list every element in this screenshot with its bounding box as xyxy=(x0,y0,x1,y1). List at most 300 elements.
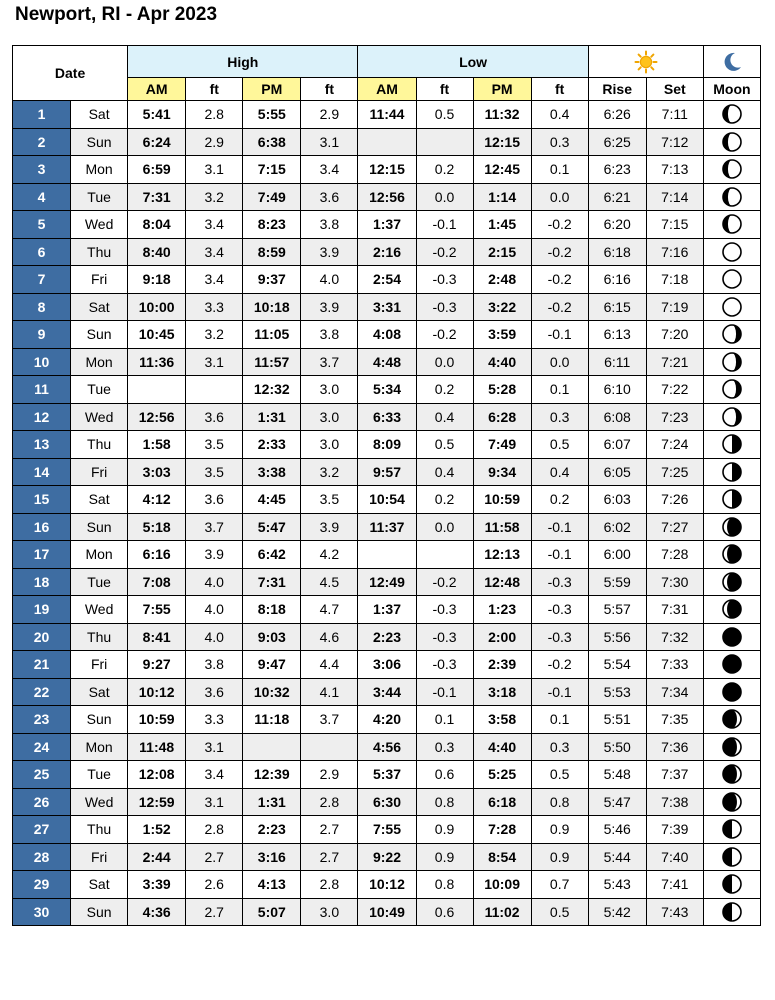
low-pm-time: 1:14 xyxy=(473,183,531,211)
sunset-time: 7:21 xyxy=(646,348,703,376)
sunset-time: 7:19 xyxy=(646,293,703,321)
high-pm-height: 3.0 xyxy=(301,431,358,459)
high-am-height: 2.6 xyxy=(186,871,243,899)
sunrise-time: 6:16 xyxy=(588,266,646,294)
sunset-time: 7:37 xyxy=(646,761,703,789)
moon-phase-cell xyxy=(703,733,760,761)
waning-gibbous-moon-icon xyxy=(722,379,742,399)
waxing-crescent-moon-icon xyxy=(722,764,742,784)
waning-crescent-moon-icon xyxy=(722,599,742,619)
high-am-time: 7:55 xyxy=(128,596,186,624)
day-number: 3 xyxy=(13,156,71,184)
low-pm-time: 9:34 xyxy=(473,458,531,486)
sun-header xyxy=(588,46,703,78)
day-of-week: Thu xyxy=(71,623,128,651)
low-pm-height: 0.5 xyxy=(531,761,588,789)
waxing-crescent-moon-icon xyxy=(722,709,742,729)
low-pm-time: 3:58 xyxy=(473,706,531,734)
high-pm-time: 12:39 xyxy=(243,761,301,789)
low-pm-time: 5:28 xyxy=(473,376,531,404)
sunset-time: 7:20 xyxy=(646,321,703,349)
day-of-week: Sat xyxy=(71,293,128,321)
low-am-time: 3:31 xyxy=(358,293,416,321)
low-pm-time: 12:45 xyxy=(473,156,531,184)
low-am-time: 10:54 xyxy=(358,486,416,514)
day-of-week: Sat xyxy=(71,678,128,706)
low-pm-height: -0.1 xyxy=(531,678,588,706)
high-am-height: 3.2 xyxy=(186,183,243,211)
high-am-height: 3.5 xyxy=(186,431,243,459)
moon-phase-cell xyxy=(703,513,760,541)
low-pm-height: -0.1 xyxy=(531,513,588,541)
low-am-time: 5:37 xyxy=(358,761,416,789)
low-am-time: 2:16 xyxy=(358,238,416,266)
low-pm-time: 2:48 xyxy=(473,266,531,294)
low-pm-height: 0.9 xyxy=(531,843,588,871)
high-pm-height: 4.2 xyxy=(301,541,358,569)
low-pm-time: 2:15 xyxy=(473,238,531,266)
high-am-time: 2:44 xyxy=(128,843,186,871)
low-pm-height: 0.1 xyxy=(531,156,588,184)
moon-phase-cell xyxy=(703,266,760,294)
low-am-height: -0.3 xyxy=(416,651,473,679)
low-am-time: 12:15 xyxy=(358,156,416,184)
day-number: 7 xyxy=(13,266,71,294)
waning-gibbous-moon-icon xyxy=(722,324,742,344)
high-am-height: 4.0 xyxy=(186,568,243,596)
sunset-time: 7:36 xyxy=(646,733,703,761)
high-am-time: 5:18 xyxy=(128,513,186,541)
sunset-time: 7:35 xyxy=(646,706,703,734)
low-am-height xyxy=(416,128,473,156)
high-am-time: 7:31 xyxy=(128,183,186,211)
moon-phase-cell xyxy=(703,678,760,706)
waxing-gibbous-moon-icon xyxy=(722,104,742,124)
moon-phase-cell xyxy=(703,211,760,239)
high-pm-height: 3.0 xyxy=(301,403,358,431)
moon-phase-cell xyxy=(703,568,760,596)
table-row xyxy=(13,156,761,184)
low-am-time: 7:55 xyxy=(358,816,416,844)
sunset-time: 7:39 xyxy=(646,816,703,844)
last-quarter-moon-icon xyxy=(722,434,742,454)
day-of-week: Sat xyxy=(71,486,128,514)
high-am-header: AM xyxy=(128,78,186,101)
low-am-height: 0.4 xyxy=(416,403,473,431)
full-moon-icon xyxy=(722,297,742,317)
low-pm-height: 0.3 xyxy=(531,403,588,431)
sunset-time: 7:28 xyxy=(646,541,703,569)
low-pm-height: 0.1 xyxy=(531,376,588,404)
high-am-height: 3.2 xyxy=(186,321,243,349)
new-moon-icon xyxy=(722,627,742,647)
low-pm-height: 0.7 xyxy=(531,871,588,899)
day-number: 15 xyxy=(13,486,71,514)
day-number: 11 xyxy=(13,376,71,404)
low-am-height: -0.2 xyxy=(416,238,473,266)
day-number: 23 xyxy=(13,706,71,734)
day-of-week: Sun xyxy=(71,898,128,926)
high-am-time: 12:56 xyxy=(128,403,186,431)
moon-phase-cell xyxy=(703,238,760,266)
waxing-crescent-moon-icon xyxy=(722,737,742,757)
day-number: 19 xyxy=(13,596,71,624)
high-pm-time: 5:47 xyxy=(243,513,301,541)
high-am-time: 11:36 xyxy=(128,348,186,376)
high-am-height: 3.4 xyxy=(186,266,243,294)
header-row-groups xyxy=(13,46,761,78)
table-row xyxy=(13,541,761,569)
low-am-height: 0.8 xyxy=(416,871,473,899)
low-pm-time: 7:28 xyxy=(473,816,531,844)
sunrise-time: 5:43 xyxy=(588,871,646,899)
low-pm-height: 0.9 xyxy=(531,816,588,844)
moon-phase-cell xyxy=(703,183,760,211)
moon-phase-cell xyxy=(703,623,760,651)
low-pm-time: 3:22 xyxy=(473,293,531,321)
high-pm-time: 1:31 xyxy=(243,788,301,816)
high-am-height: 2.8 xyxy=(186,816,243,844)
high-pm-time: 3:16 xyxy=(243,843,301,871)
low-pm-time: 8:54 xyxy=(473,843,531,871)
low-am-time: 11:37 xyxy=(358,513,416,541)
low-pm-height: 0.0 xyxy=(531,348,588,376)
low-am-height: 0.8 xyxy=(416,788,473,816)
high-am-time: 9:27 xyxy=(128,651,186,679)
low-pm-header: PM xyxy=(473,78,531,101)
day-number: 25 xyxy=(13,761,71,789)
moon-phase-cell xyxy=(703,898,760,926)
sunset-time: 7:24 xyxy=(646,431,703,459)
day-number: 13 xyxy=(13,431,71,459)
high-am-time: 3:39 xyxy=(128,871,186,899)
low-am-height: 0.4 xyxy=(416,458,473,486)
day-number: 30 xyxy=(13,898,71,926)
sunrise-time: 6:23 xyxy=(588,156,646,184)
high-am-height: 3.6 xyxy=(186,403,243,431)
low-pm-height: 0.3 xyxy=(531,733,588,761)
low-pm-time: 2:00 xyxy=(473,623,531,651)
new-moon-icon xyxy=(722,654,742,674)
low-am-time xyxy=(358,541,416,569)
low-pm-time: 11:02 xyxy=(473,898,531,926)
high-am-ft-header: ft xyxy=(186,78,243,101)
high-am-time: 5:41 xyxy=(128,101,186,129)
high-pm-height: 2.7 xyxy=(301,816,358,844)
high-pm-time: 2:23 xyxy=(243,816,301,844)
high-pm-height: 3.1 xyxy=(301,128,358,156)
high-pm-height: 4.0 xyxy=(301,266,358,294)
high-pm-height: 2.9 xyxy=(301,101,358,129)
low-am-height: 0.2 xyxy=(416,486,473,514)
table-row xyxy=(13,871,761,899)
high-pm-time: 5:55 xyxy=(243,101,301,129)
day-number: 28 xyxy=(13,843,71,871)
sunset-time: 7:40 xyxy=(646,843,703,871)
moon-phase-cell xyxy=(703,541,760,569)
high-pm-time xyxy=(243,733,301,761)
day-of-week: Sat xyxy=(71,871,128,899)
high-pm-time: 9:47 xyxy=(243,651,301,679)
tide-table-body xyxy=(13,101,761,926)
low-am-height: 0.5 xyxy=(416,431,473,459)
sunset-time: 7:38 xyxy=(646,788,703,816)
low-am-height: 0.2 xyxy=(416,376,473,404)
table-row xyxy=(13,403,761,431)
day-of-week: Sun xyxy=(71,513,128,541)
low-pm-time: 11:58 xyxy=(473,513,531,541)
high-pm-time: 11:57 xyxy=(243,348,301,376)
table-row xyxy=(13,238,761,266)
low-am-time: 11:44 xyxy=(358,101,416,129)
day-number: 27 xyxy=(13,816,71,844)
high-pm-time: 1:31 xyxy=(243,403,301,431)
day-of-week: Wed xyxy=(71,596,128,624)
high-am-height: 3.3 xyxy=(186,293,243,321)
low-pm-time: 4:40 xyxy=(473,733,531,761)
table-row xyxy=(13,788,761,816)
low-pm-height: -0.3 xyxy=(531,568,588,596)
day-number: 18 xyxy=(13,568,71,596)
table-row xyxy=(13,128,761,156)
low-am-time xyxy=(358,128,416,156)
moon-header: Moon xyxy=(703,78,760,101)
table-row xyxy=(13,293,761,321)
high-am-time: 8:40 xyxy=(128,238,186,266)
high-am-time: 10:00 xyxy=(128,293,186,321)
day-number: 10 xyxy=(13,348,71,376)
high-am-height: 3.3 xyxy=(186,706,243,734)
moon-phase-cell xyxy=(703,651,760,679)
sunrise-time: 6:05 xyxy=(588,458,646,486)
day-number: 12 xyxy=(13,403,71,431)
low-pm-height: -0.2 xyxy=(531,293,588,321)
table-row xyxy=(13,733,761,761)
tide-table xyxy=(12,45,761,926)
low-am-height: -0.2 xyxy=(416,568,473,596)
high-pm-height: 3.8 xyxy=(301,321,358,349)
sunrise-header: Rise xyxy=(588,78,646,101)
waning-crescent-moon-icon xyxy=(722,572,742,592)
sunrise-time: 5:57 xyxy=(588,596,646,624)
high-pm-time: 8:59 xyxy=(243,238,301,266)
low-am-header: AM xyxy=(358,78,416,101)
low-pm-time: 1:23 xyxy=(473,596,531,624)
low-am-time: 4:20 xyxy=(358,706,416,734)
high-am-height: 3.5 xyxy=(186,458,243,486)
low-pm-height: -0.3 xyxy=(531,596,588,624)
high-am-time: 3:03 xyxy=(128,458,186,486)
high-am-height: 3.1 xyxy=(186,788,243,816)
high-pm-ft-header: ft xyxy=(301,78,358,101)
day-of-week: Tue xyxy=(71,376,128,404)
table-row xyxy=(13,376,761,404)
low-pm-height: 0.1 xyxy=(531,706,588,734)
low-pm-height: 0.5 xyxy=(531,898,588,926)
moon-phase-cell xyxy=(703,486,760,514)
sunset-time: 7:43 xyxy=(646,898,703,926)
last-quarter-moon-icon xyxy=(722,489,742,509)
sunrise-time: 6:25 xyxy=(588,128,646,156)
day-of-week: Sun xyxy=(71,321,128,349)
low-am-time: 2:23 xyxy=(358,623,416,651)
sunset-time: 7:34 xyxy=(646,678,703,706)
day-of-week: Mon xyxy=(71,156,128,184)
high-pm-height: 4.7 xyxy=(301,596,358,624)
waning-gibbous-moon-icon xyxy=(722,407,742,427)
high-pm-height: 3.0 xyxy=(301,898,358,926)
high-pm-height: 3.9 xyxy=(301,293,358,321)
day-of-week: Wed xyxy=(71,403,128,431)
high-pm-height: 3.6 xyxy=(301,183,358,211)
low-am-time: 9:57 xyxy=(358,458,416,486)
high-am-height: 3.7 xyxy=(186,513,243,541)
sunrise-time: 6:18 xyxy=(588,238,646,266)
low-am-height: 0.6 xyxy=(416,898,473,926)
moon-phase-cell xyxy=(703,816,760,844)
high-am-height: 3.9 xyxy=(186,541,243,569)
high-pm-time: 7:49 xyxy=(243,183,301,211)
moon-phase-cell xyxy=(703,761,760,789)
low-am-height: 0.1 xyxy=(416,706,473,734)
high-am-height: 2.8 xyxy=(186,101,243,129)
day-of-week: Fri xyxy=(71,458,128,486)
low-am-time: 1:37 xyxy=(358,596,416,624)
high-am-height: 3.4 xyxy=(186,761,243,789)
high-am-time: 9:18 xyxy=(128,266,186,294)
sunset-time: 7:41 xyxy=(646,871,703,899)
table-row xyxy=(13,513,761,541)
high-am-time: 4:12 xyxy=(128,486,186,514)
low-pm-height: -0.2 xyxy=(531,651,588,679)
low-am-height: 0.2 xyxy=(416,156,473,184)
waxing-gibbous-moon-icon xyxy=(722,214,742,234)
low-am-time: 6:30 xyxy=(358,788,416,816)
first-quarter-moon-icon xyxy=(722,874,742,894)
high-pm-time: 4:13 xyxy=(243,871,301,899)
table-row xyxy=(13,486,761,514)
moon-phase-cell xyxy=(703,871,760,899)
waxing-gibbous-moon-icon xyxy=(722,159,742,179)
table-row xyxy=(13,348,761,376)
high-am-height: 4.0 xyxy=(186,623,243,651)
sunset-time: 7:30 xyxy=(646,568,703,596)
moon-phase-cell xyxy=(703,348,760,376)
high-pm-height: 3.7 xyxy=(301,348,358,376)
high-am-time: 7:08 xyxy=(128,568,186,596)
sunset-time: 7:18 xyxy=(646,266,703,294)
low-am-height: -0.3 xyxy=(416,293,473,321)
low-pm-time: 12:13 xyxy=(473,541,531,569)
high-am-time: 8:41 xyxy=(128,623,186,651)
low-am-time: 10:12 xyxy=(358,871,416,899)
low-am-height: -0.3 xyxy=(416,266,473,294)
high-pm-height: 4.5 xyxy=(301,568,358,596)
high-am-time: 10:59 xyxy=(128,706,186,734)
moon-header-icon-cell xyxy=(703,46,760,78)
day-number: 16 xyxy=(13,513,71,541)
waxing-gibbous-moon-icon xyxy=(722,187,742,207)
moon-phase-cell xyxy=(703,293,760,321)
low-am-height: -0.3 xyxy=(416,623,473,651)
table-row xyxy=(13,898,761,926)
sunrise-time: 5:46 xyxy=(588,816,646,844)
table-row xyxy=(13,706,761,734)
low-am-time: 3:44 xyxy=(358,678,416,706)
high-am-height: 2.7 xyxy=(186,843,243,871)
low-pm-height: -0.1 xyxy=(531,541,588,569)
low-pm-height: -0.1 xyxy=(531,321,588,349)
moon-phase-cell xyxy=(703,706,760,734)
low-am-height: 0.0 xyxy=(416,183,473,211)
day-of-week: Thu xyxy=(71,431,128,459)
sunrise-time: 6:10 xyxy=(588,376,646,404)
table-row xyxy=(13,211,761,239)
low-am-time: 5:34 xyxy=(358,376,416,404)
high-pm-time: 8:18 xyxy=(243,596,301,624)
day-number: 17 xyxy=(13,541,71,569)
low-am-height: -0.1 xyxy=(416,678,473,706)
low-pm-height: -0.2 xyxy=(531,266,588,294)
day-of-week: Sun xyxy=(71,706,128,734)
low-am-height: -0.1 xyxy=(416,211,473,239)
low-pm-time: 5:25 xyxy=(473,761,531,789)
high-pm-header: PM xyxy=(243,78,301,101)
sunrise-time: 6:15 xyxy=(588,293,646,321)
page-title: Newport, RI - Apr 2023 xyxy=(15,4,218,25)
low-pm-time: 6:18 xyxy=(473,788,531,816)
low-pm-time: 10:09 xyxy=(473,871,531,899)
low-am-height: 0.0 xyxy=(416,513,473,541)
waning-crescent-moon-icon xyxy=(722,544,742,564)
table-row xyxy=(13,761,761,789)
day-number: 29 xyxy=(13,871,71,899)
waning-gibbous-moon-icon xyxy=(722,352,742,372)
low-am-time: 4:56 xyxy=(358,733,416,761)
sunset-time: 7:11 xyxy=(646,101,703,129)
low-am-height: 0.9 xyxy=(416,816,473,844)
table-row xyxy=(13,651,761,679)
low-am-time: 6:33 xyxy=(358,403,416,431)
table-row xyxy=(13,568,761,596)
table-row xyxy=(13,816,761,844)
sunrise-time: 6:26 xyxy=(588,101,646,129)
low-am-time: 4:08 xyxy=(358,321,416,349)
table-row xyxy=(13,678,761,706)
high-am-height: 2.7 xyxy=(186,898,243,926)
low-pm-time: 3:59 xyxy=(473,321,531,349)
waxing-gibbous-moon-icon xyxy=(722,132,742,152)
high-am-time: 4:36 xyxy=(128,898,186,926)
sunset-time: 7:16 xyxy=(646,238,703,266)
low-pm-height: 0.3 xyxy=(531,128,588,156)
sunset-time: 7:14 xyxy=(646,183,703,211)
high-am-height xyxy=(186,376,243,404)
low-pm-time: 6:28 xyxy=(473,403,531,431)
low-pm-height: 0.5 xyxy=(531,431,588,459)
high-pm-time: 10:18 xyxy=(243,293,301,321)
waxing-crescent-moon-icon xyxy=(722,792,742,812)
high-pm-time: 3:38 xyxy=(243,458,301,486)
low-pm-height: 0.4 xyxy=(531,458,588,486)
high-am-time: 6:16 xyxy=(128,541,186,569)
high-pm-height: 3.7 xyxy=(301,706,358,734)
table-row xyxy=(13,623,761,651)
sunrise-time: 5:44 xyxy=(588,843,646,871)
sunrise-time: 6:02 xyxy=(588,513,646,541)
sunrise-time: 6:21 xyxy=(588,183,646,211)
high-pm-height: 2.8 xyxy=(301,871,358,899)
